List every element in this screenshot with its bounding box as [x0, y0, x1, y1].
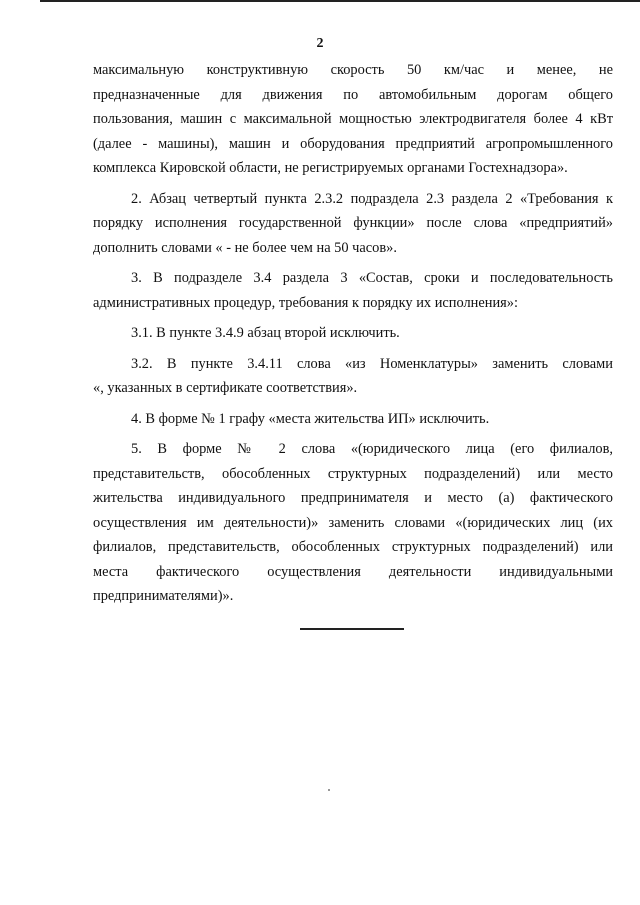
- paragraph-continuation: [93, 58, 613, 181]
- text-line: административных процедур, требования к порядку их исполнения»:: [93, 294, 518, 311]
- end-of-document-line: [300, 628, 404, 630]
- top-border-line: [40, 0, 640, 2]
- paragraph-item-3: [93, 266, 613, 315]
- text-line: осуществления им деятельности)» заменить словами «(юридических лиц (их: [93, 514, 613, 531]
- paragraph-item-4: [93, 407, 613, 432]
- text-line: жительства индивидуального предпринимателя и место (а) фактического: [93, 490, 613, 506]
- text-line: представительств, обособленных структурных подразделений) или место: [93, 465, 613, 482]
- text-line: 3.2. В пункте 3.4.11 слова «из Номенклатуры» заменить словами: [131, 355, 613, 372]
- text-line: комплекса Кировской области, не регистрируемых органами Гостехнадзора».: [93, 160, 568, 176]
- text-line: филиалов, представительств, обособленных структурных подразделений) или: [93, 539, 613, 555]
- text-line: предпринимателями)».: [93, 588, 234, 604]
- paragraph-item-2: [93, 187, 613, 261]
- text-line: дополнить словами « - не более чем на 50 часов».: [93, 239, 397, 256]
- text-line: порядку исполнения государственной функции» после слова «предприятий»: [93, 215, 613, 231]
- text-line: 4. В форме № 1 графу «места жительства ИП» исключить.: [131, 410, 490, 427]
- text-line: (далее - машины), машин и оборудования предприятий агропромышленного: [93, 135, 613, 152]
- text-line: пользования, машин с максимальной мощностью электродвигателя более 4 кВт: [93, 111, 613, 127]
- page-number: 2: [316, 36, 324, 51]
- text-line: 3. В подразделе 3.4 раздела 3 «Состав, сроки и последовательность: [131, 270, 613, 286]
- scan-speck: [328, 789, 330, 791]
- paragraph-item-3-1: [93, 321, 613, 346]
- paragraph-item-5: [93, 437, 613, 609]
- text-line: места фактического осуществления деятельности индивидуальными: [93, 563, 613, 580]
- text-line: «, указанных в сертификате соответствия».: [93, 380, 358, 396]
- text-line: максимальную конструктивную скорость 50 км/час и менее, не: [93, 62, 613, 78]
- paragraph-item-3-2: [93, 352, 613, 401]
- text-line: 5. В форме № 2 слова «(юридического лица (его филиалов,: [131, 441, 613, 457]
- text-line: предназначенные для движения по автомобильным дорогам общего: [93, 86, 613, 103]
- document-body: [93, 58, 613, 615]
- text-line: 3.1. В пункте 3.4.9 абзац второй исключить.: [131, 325, 400, 341]
- text-line: 2. Абзац четвертый пункта 2.3.2 подраздела 2.3 раздела 2 «Требования к: [131, 190, 613, 207]
